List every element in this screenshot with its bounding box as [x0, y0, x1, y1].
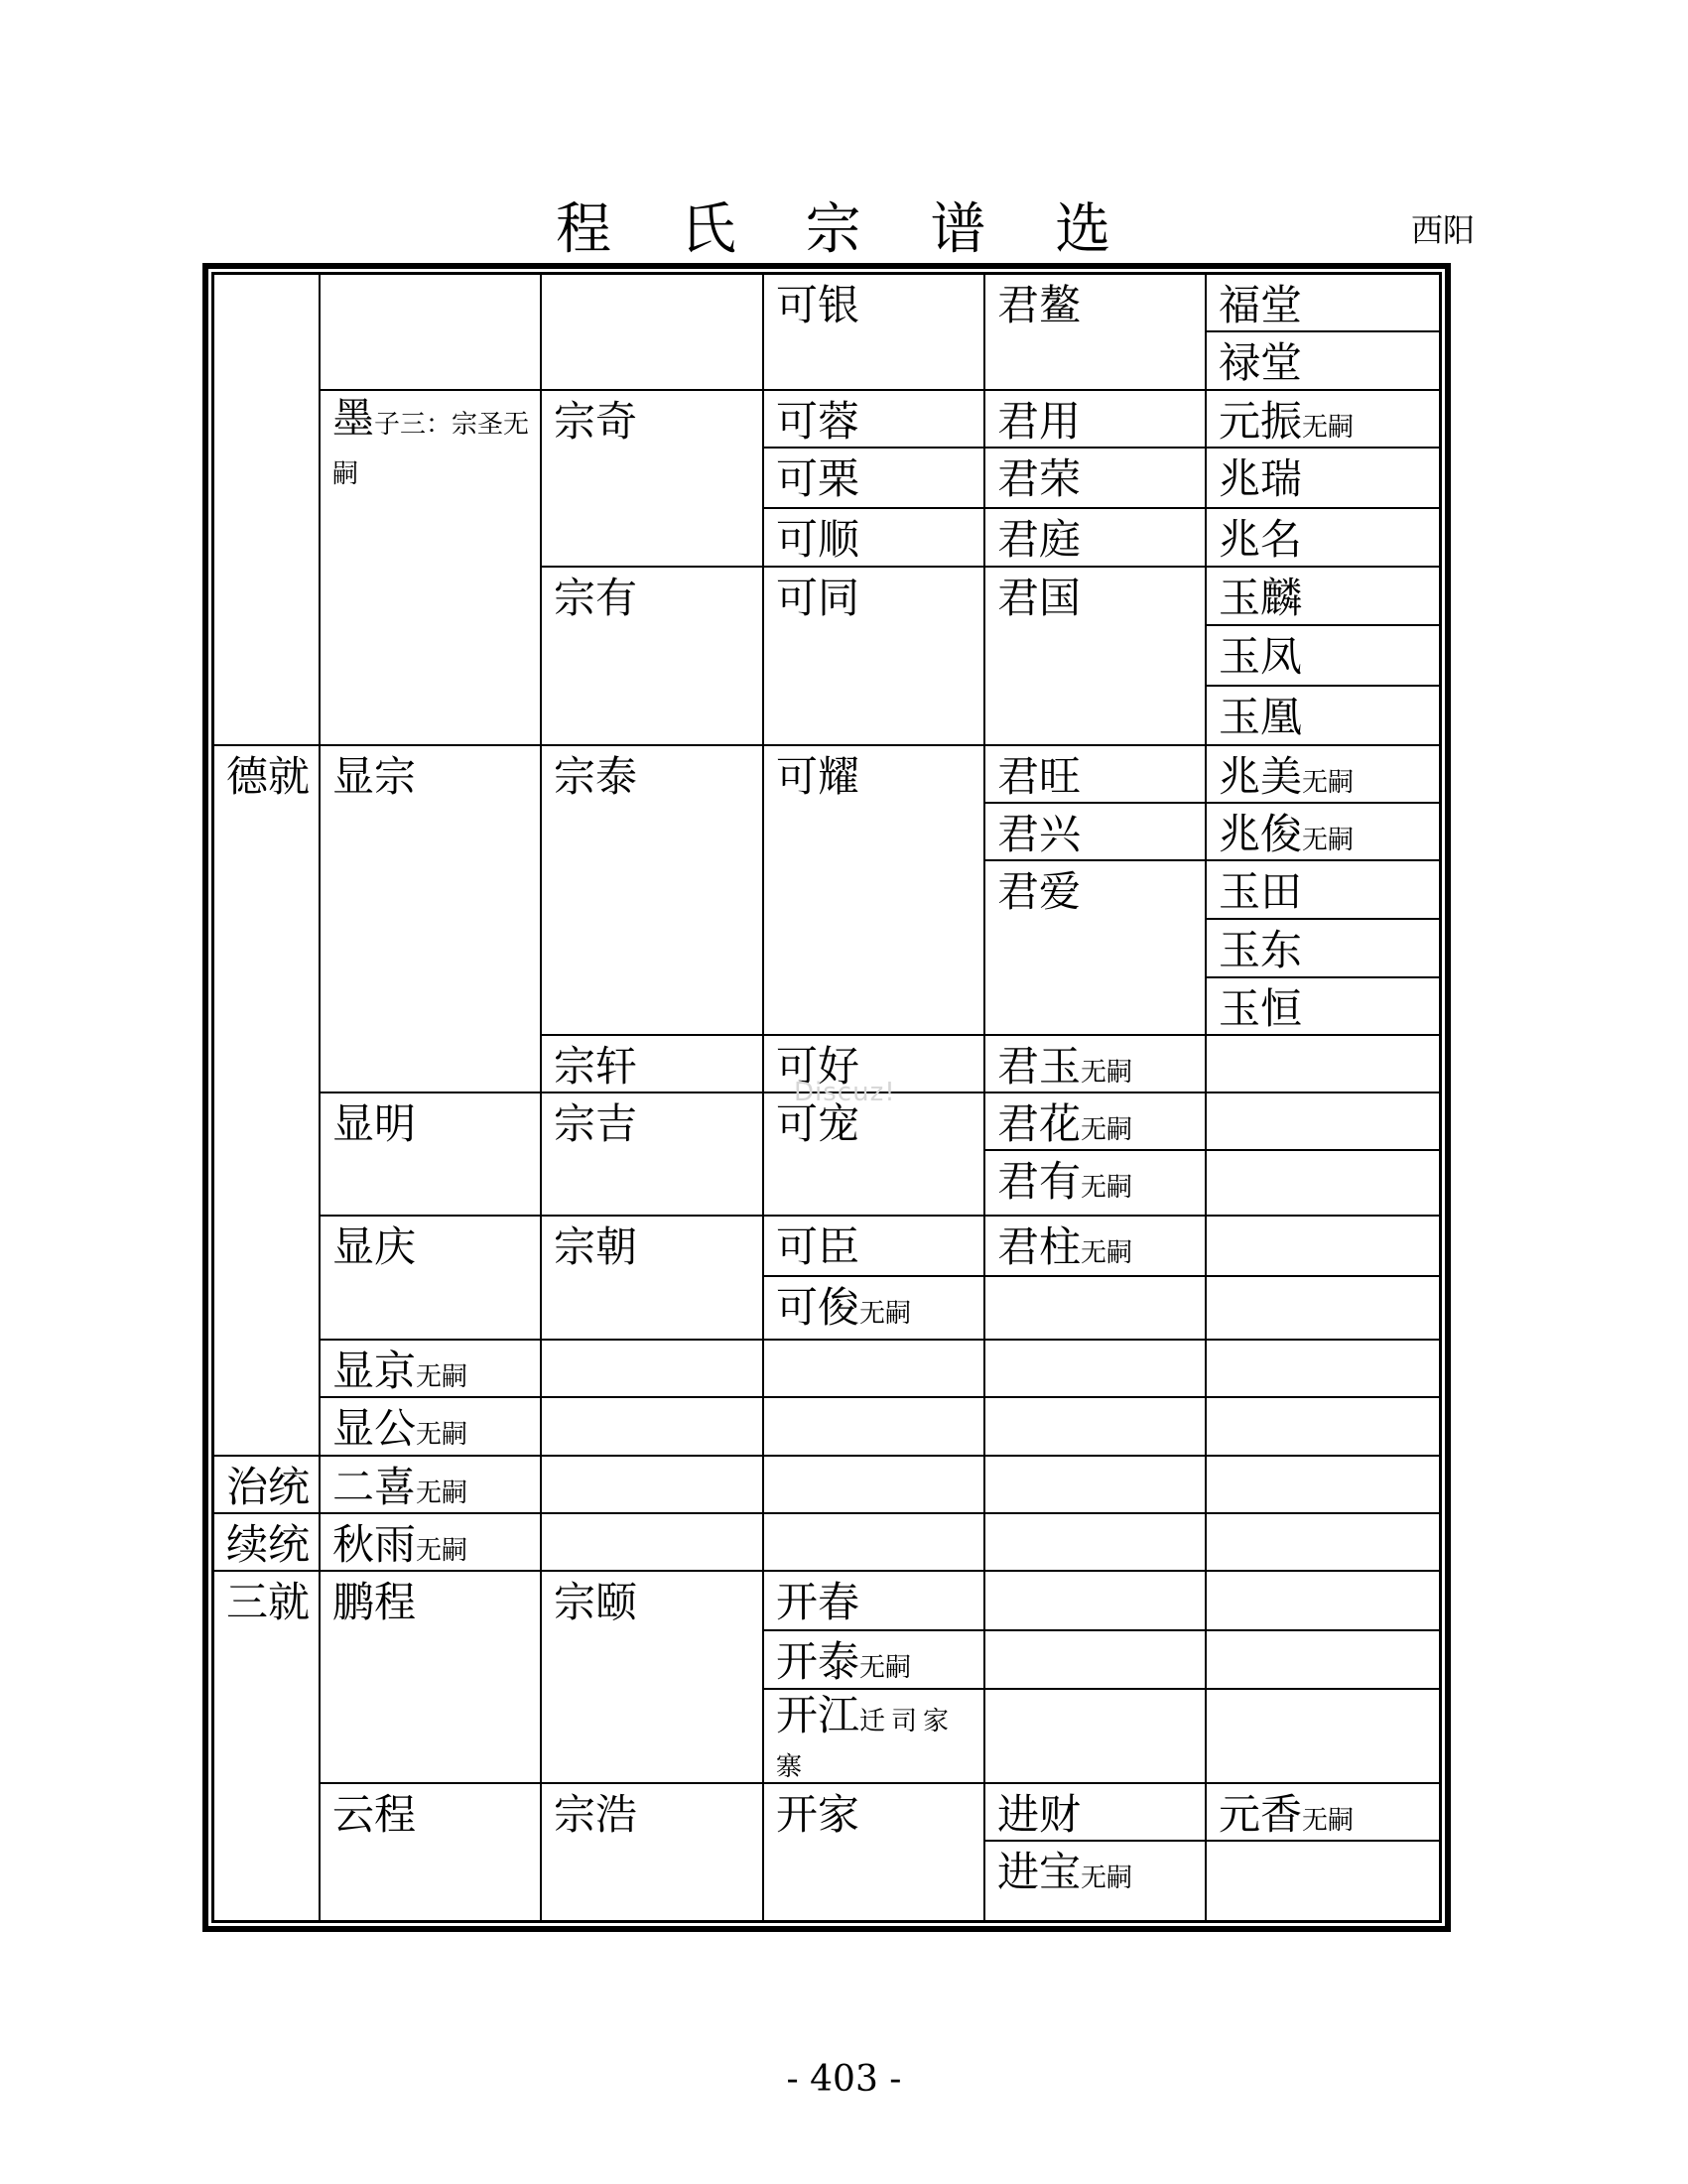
generation-6-cell: 玉田: [1207, 859, 1439, 918]
generation-4-cell: [764, 1396, 983, 1455]
generation-5-cell: 君柱无嗣: [985, 1215, 1205, 1275]
generation-4-cell: 可耀: [764, 744, 983, 1034]
generation-5-cell: 进宝无嗣: [985, 1840, 1205, 1920]
generation-4-cell: 开江迁司家寨: [764, 1688, 983, 1782]
generation-6-cell: [1207, 1034, 1439, 1092]
generation-5-cell: 君玉无嗣: [985, 1034, 1205, 1092]
generation-4-cell: 可蓉: [764, 389, 983, 447]
generation-5-cell: 君旺: [985, 744, 1205, 802]
generation-1-cell: 三就: [214, 1570, 319, 1920]
document-title: 程 氏 宗 谱 选: [556, 197, 1137, 262]
generation-6-cell: 元振无嗣: [1207, 389, 1439, 447]
generation-6-cell: [1207, 1512, 1439, 1570]
generation-2-cell: 显宗: [321, 744, 540, 1092]
generation-4-cell: 可顺: [764, 507, 983, 566]
generation-3-cell: 宗颐: [542, 1570, 762, 1782]
generation-5-cell: [985, 1512, 1205, 1570]
generation-4-cell: 可银: [776, 281, 860, 329]
generation-5-cell: 君鳌: [997, 281, 1082, 329]
generation-6-cell: [1207, 1840, 1439, 1920]
generation-6-cell: [1207, 1455, 1439, 1512]
generation-5-cell: 君花无嗣: [985, 1092, 1205, 1149]
generation-5-cell: 君有无嗣: [985, 1149, 1205, 1215]
generation-2-cell: 显京无嗣: [321, 1339, 540, 1396]
generation-4-cell: 可宠: [764, 1092, 983, 1215]
generation-3-cell: 宗奇: [542, 389, 762, 566]
generation-4-cell: [764, 1512, 983, 1570]
generation-3-cell: [542, 1396, 762, 1455]
generation-6-cell: [1207, 1570, 1439, 1629]
generation-6-cell: 兆名: [1207, 507, 1439, 566]
generation-2-cell: 显明: [321, 1092, 540, 1215]
generation-4-cell: 可好: [764, 1034, 983, 1092]
generation-2-cell: 二喜无嗣: [321, 1455, 540, 1512]
generation-3-cell: 宗轩: [542, 1034, 762, 1092]
generation-5-cell: 君国: [985, 566, 1205, 744]
watermark: Discuz!: [794, 1078, 896, 1107]
generation-6-cell: 兆美无嗣: [1207, 744, 1439, 802]
generation-6-cell: [1207, 1339, 1439, 1396]
generation-4-cell: 可臣: [764, 1215, 983, 1275]
generation-4-cell: 开泰无嗣: [764, 1629, 983, 1688]
generation-5-cell: [985, 1629, 1205, 1688]
generation-6-cell: 兆俊无嗣: [1207, 802, 1439, 859]
generation-5-cell: 君用: [985, 389, 1205, 447]
generation-4-cell: 开家: [764, 1782, 983, 1920]
generation-4-cell: [764, 1455, 983, 1512]
generation-3-cell: 宗泰: [542, 744, 762, 1034]
generation-6-cell: 玉凰: [1207, 685, 1439, 744]
generation-6-cell: 兆瑞: [1207, 447, 1439, 507]
generation-6-cell: 玉麟: [1207, 566, 1439, 624]
generation-4-cell: 可俊无嗣: [764, 1275, 983, 1339]
generation-5-cell: [985, 1688, 1205, 1782]
generation-2-cell: 墨子三：宗圣无嗣: [321, 389, 540, 744]
generation-6-cell: 福堂: [1219, 281, 1303, 329]
generation-6-cell: [1207, 1149, 1439, 1215]
generation-5-cell: [985, 1570, 1205, 1629]
generation-6-cell: [1207, 1688, 1439, 1782]
generation-6-cell: [1207, 1215, 1439, 1275]
generation-3-cell: 宗吉: [542, 1092, 762, 1215]
generation-5-cell: 进财: [985, 1782, 1205, 1840]
generation-5-cell: 君荣: [985, 447, 1205, 507]
generation-2-cell: 秋雨无嗣: [321, 1512, 540, 1570]
generation-5-cell: [985, 1396, 1205, 1455]
generation-5-cell: [985, 1455, 1205, 1512]
generation-3-cell: [542, 1512, 762, 1570]
generation-4-cell: 开春: [764, 1570, 983, 1629]
generation-2-cell: 显公无嗣: [321, 1396, 540, 1455]
generation-5-cell: [985, 1275, 1205, 1339]
generation-2-cell: 云程: [321, 1782, 540, 1920]
generation-4-cell: 可栗: [764, 447, 983, 507]
generation-6-cell: [1207, 1275, 1439, 1339]
generation-3-cell: [542, 1455, 762, 1512]
generation-2-cell: 鹏程: [321, 1570, 540, 1782]
generation-3-cell: 宗有: [542, 566, 762, 744]
generation-5-cell: [985, 1339, 1205, 1396]
generation-1-cell: 德就: [214, 744, 319, 1455]
generation-4-cell: [764, 1339, 983, 1396]
generation-3-cell: 宗朝: [542, 1215, 762, 1339]
generation-6-cell: [1207, 1092, 1439, 1149]
generation-5-cell: 君兴: [985, 802, 1205, 859]
generation-6-cell: [1207, 1396, 1439, 1455]
generation-6-cell: 玉恒: [1207, 976, 1439, 1034]
generation-4-cell: 可同: [764, 566, 983, 744]
generation-6-cell: 禄堂: [1207, 330, 1439, 389]
generation-3-cell: 宗浩: [542, 1782, 762, 1920]
generation-6-cell: 玉凤: [1207, 624, 1439, 685]
generation-2-cell: 显庆: [321, 1215, 540, 1339]
generation-6-cell: 玉东: [1207, 918, 1439, 976]
generation-5-cell: 君庭: [985, 507, 1205, 566]
region-label: 西阳: [1411, 211, 1476, 249]
generation-3-cell: [542, 1339, 762, 1396]
generation-1-cell: 治统: [214, 1455, 319, 1512]
generation-1-cell: 续统: [214, 1512, 319, 1570]
generation-6-cell: [1207, 1629, 1439, 1688]
generation-5-cell: 君爱: [985, 859, 1205, 1034]
generation-6-cell: 元香无嗣: [1207, 1782, 1439, 1840]
page-number: - 403 -: [786, 2059, 902, 2100]
